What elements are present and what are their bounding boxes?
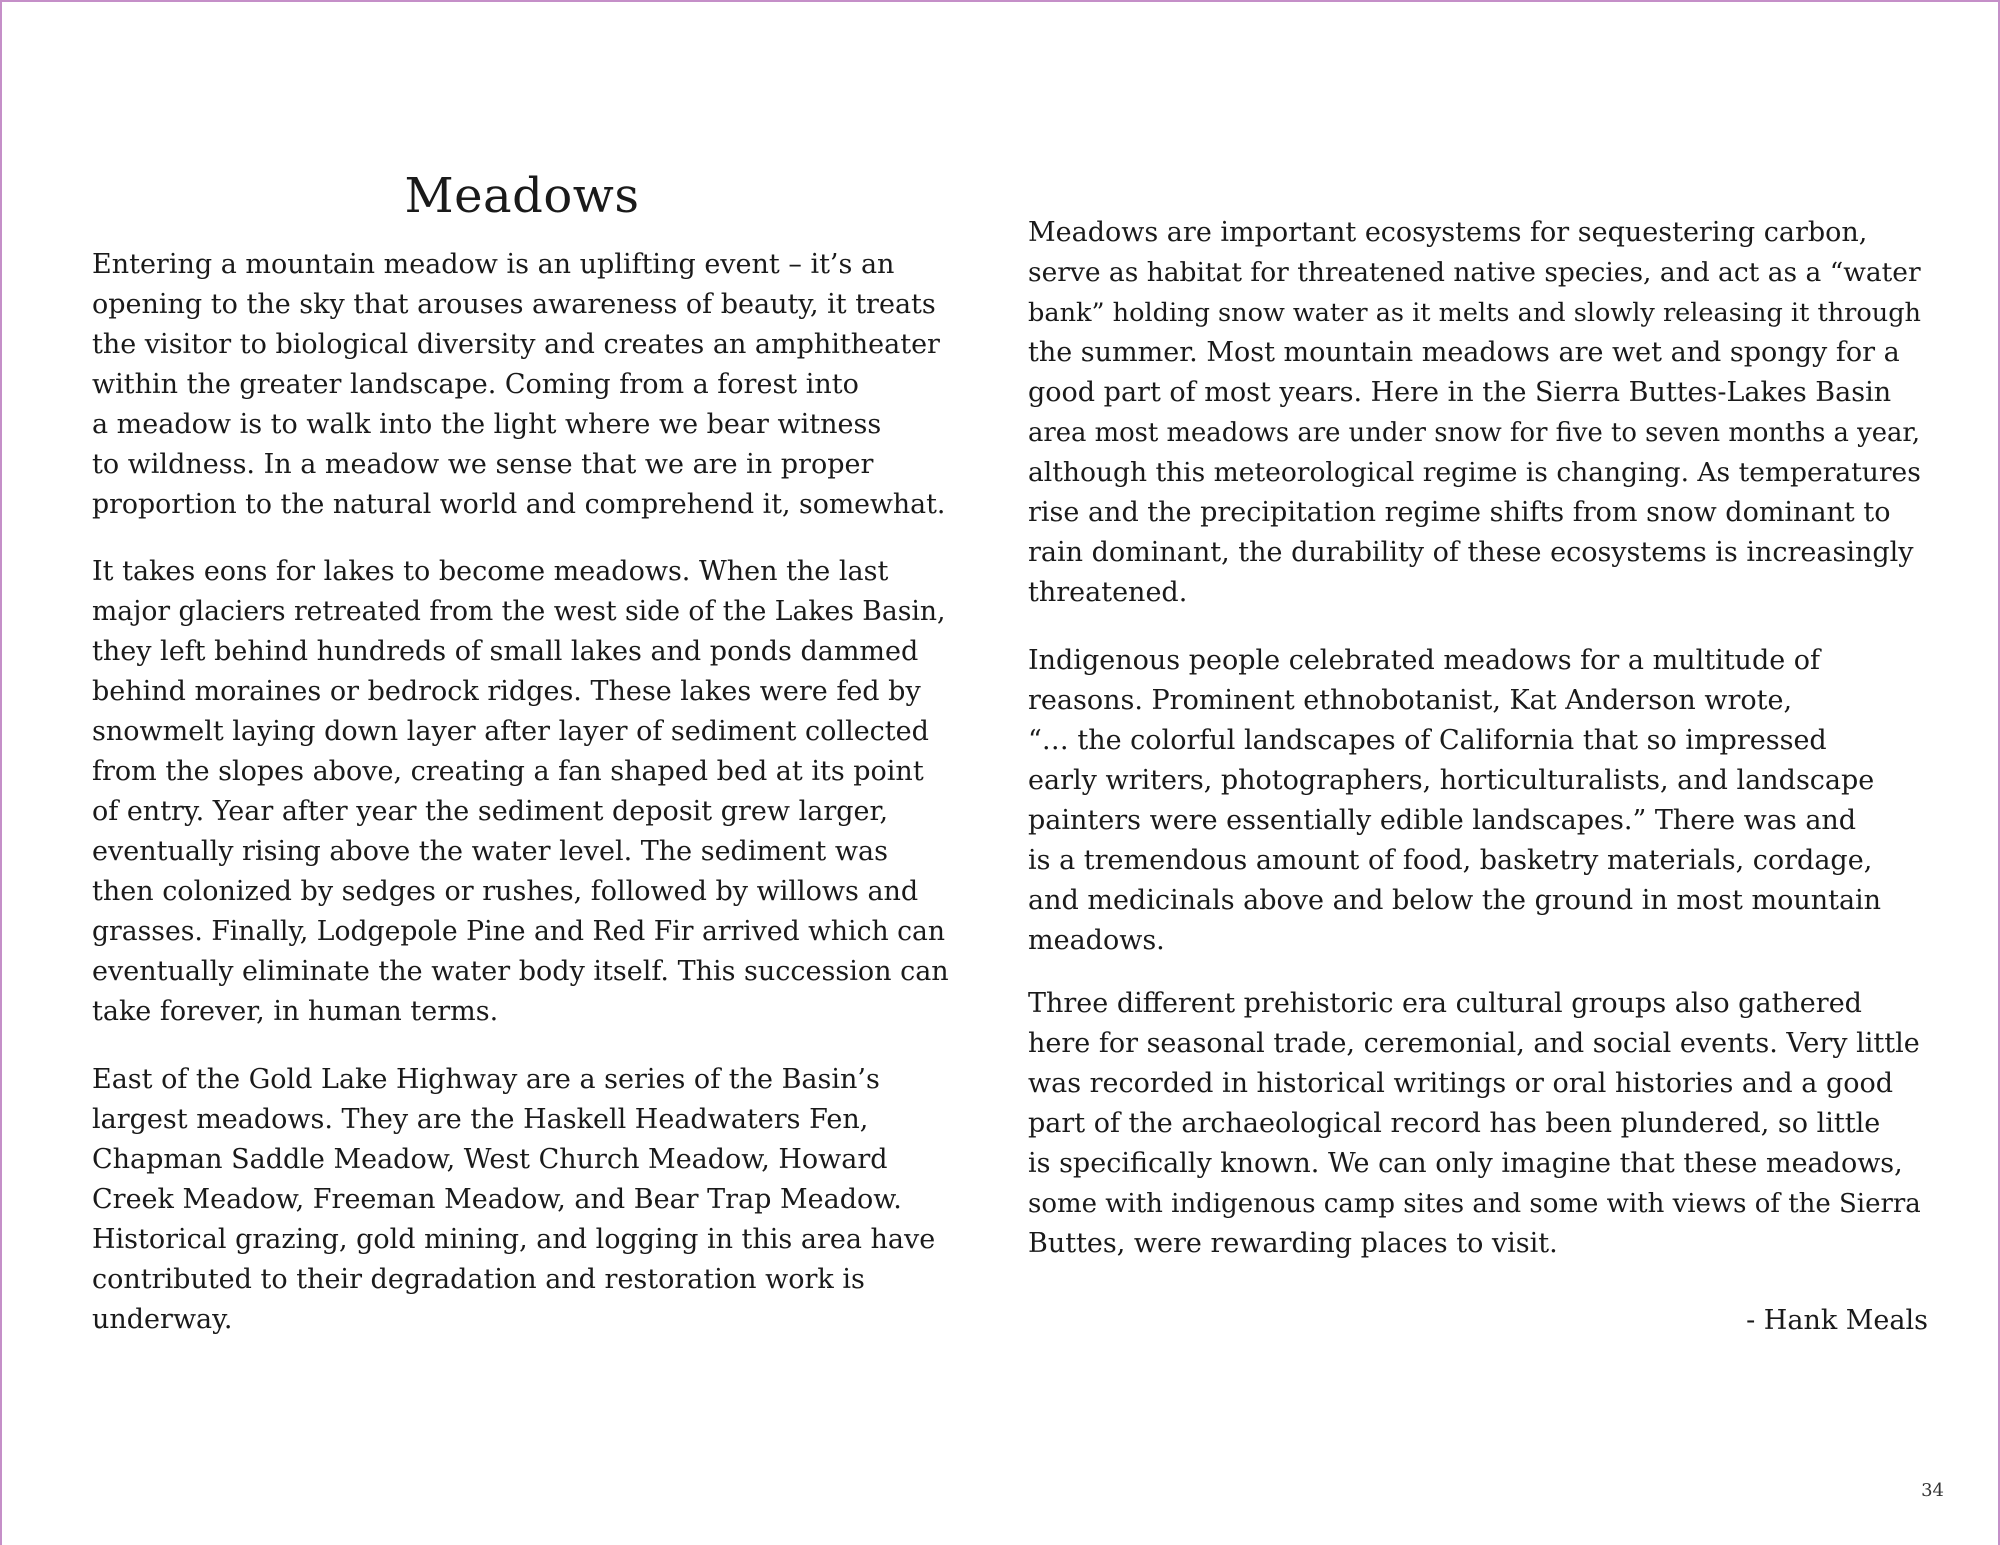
text-line: Three different prehistoric era cultural groups also gathered [1028, 988, 1862, 1019]
text-line: Entering a mountain meadow is an uplifting event – it’s an [92, 249, 895, 280]
text-line: was recorded in historical writings or oral histories and a good [1028, 1068, 1894, 1099]
text-line: painters were essentially edible landscapes.” There was and [1028, 805, 1857, 836]
text-line: of entry. Year after year the sediment deposit grew larger, [92, 796, 889, 827]
text-line: rise and the precipitation regime shifts from snow dominant to [1028, 497, 1891, 528]
page-number: 34 [1921, 1480, 1944, 1501]
text-line: Chapman Saddle Meadow, West Church Meadow, Howard [92, 1144, 888, 1175]
text-line: serve as habitat for threatened native species, and act as a “water [1028, 257, 1921, 288]
text-line: take forever, in human terms. [92, 996, 499, 1027]
text-line: is a tremendous amount of food, basketry materials, cordage, [1028, 845, 1873, 876]
text-line: underway. [92, 1304, 233, 1335]
text-line: good part of most years. Here in the Sierra Buttes-Lakes Basin [1028, 377, 1892, 408]
text-line: It takes eons for lakes to become meadows. When the last [92, 556, 889, 587]
page-title: Meadows [404, 168, 640, 224]
left-paragraph-3 [92, 1060, 952, 1340]
text-line: and medicinals above and below the ground in most mountain [1028, 885, 1882, 916]
text-line: threatened. [1028, 577, 1188, 608]
text-line: Historical grazing, gold mining, and logging in this area have [92, 1224, 936, 1255]
text-line: part of the archaeological record has been plundered, so little [1028, 1108, 1881, 1139]
text-line: Meadows are important ecosystems for sequestering carbon, [1028, 217, 1868, 248]
text-line: Buttes, were rewarding places to visit. [1028, 1228, 1558, 1259]
text-line: from the slopes above, creating a fan shaped bed at its point [92, 756, 924, 787]
text-line: area most meadows are under snow for five to seven months a year, [1028, 418, 1921, 448]
text-line: contributed to their degradation and restoration work is [92, 1264, 865, 1295]
text-line: here for seasonal trade, ceremonial, and social events. Very little [1028, 1028, 1920, 1059]
text-line: largest meadows. They are the Haskell Headwaters Fen, [92, 1104, 869, 1135]
text-line: a meadow is to walk into the light where we bear witness [92, 409, 882, 440]
left-paragraph-2 [92, 552, 952, 1032]
text-line: opening to the sky that arouses awareness of beauty, it treats [92, 289, 936, 320]
text-line: eventually rising above the water level. The sediment was [92, 836, 888, 867]
text-line: the visitor to biological diversity and creates an amphitheater [92, 329, 940, 360]
text-line: Indigenous people celebrated meadows for a multitude of [1028, 645, 1821, 676]
text-line: eventually eliminate the water body itself. This succession can [92, 956, 949, 987]
text-line: the summer. Most mountain meadows are wet and spongy for a [1028, 337, 1900, 368]
text-line: snowmelt laying down layer after layer of sediment collected [92, 716, 929, 747]
text-line: bank” holding snow water as it melts and slowly releasing it through [1028, 298, 1921, 328]
text-line: then colonized by sedges or rushes, followed by willows and [92, 876, 919, 907]
text-line: meadows. [1028, 925, 1165, 956]
text-line: “… the colorful landscapes of California that so impressed [1028, 725, 1827, 756]
text-line: Creek Meadow, Freeman Meadow, and Bear Trap Meadow. [92, 1184, 902, 1215]
right-paragraph-1 [1028, 213, 1928, 613]
text-line: although this meteorological regime is changing. As temperatures [1028, 457, 1921, 488]
text-line: proportion to the natural world and comprehend it, somewhat. [92, 489, 946, 520]
right-paragraph-3 [1028, 984, 1928, 1264]
text-line: reasons. Prominent ethnobotanist, Kat Anderson wrote, [1028, 685, 1793, 716]
author-signature: - Hank Meals [1746, 1305, 1928, 1336]
text-line: some with indigenous camp sites and some with views of the Sierra [1028, 1189, 1921, 1219]
text-line: is specifically known. We can only imagine that these meadows, [1028, 1148, 1903, 1179]
text-line: they left behind hundreds of small lakes and ponds dammed [92, 636, 919, 667]
text-line: to wildness. In a meadow we sense that we are in proper [92, 449, 874, 480]
text-line: major glaciers retreated from the west side of the Lakes Basin, [92, 596, 946, 627]
text-line: East of the Gold Lake Highway are a series of the Basin’s [92, 1064, 880, 1095]
text-line: rain dominant, the durability of these ecosystems is increasingly [1028, 537, 1914, 568]
right-paragraph-2 [1028, 641, 1928, 961]
text-line: behind moraines or bedrock ridges. These lakes were fed by [92, 676, 921, 707]
left-paragraph-1 [92, 245, 952, 525]
text-line: early writers, photographers, horticulturalists, and landscape [1028, 765, 1875, 796]
text-line: within the greater landscape. Coming from a forest into [92, 369, 859, 400]
text-line: grasses. Finally, Lodgepole Pine and Red Fir arrived which can [92, 916, 946, 947]
